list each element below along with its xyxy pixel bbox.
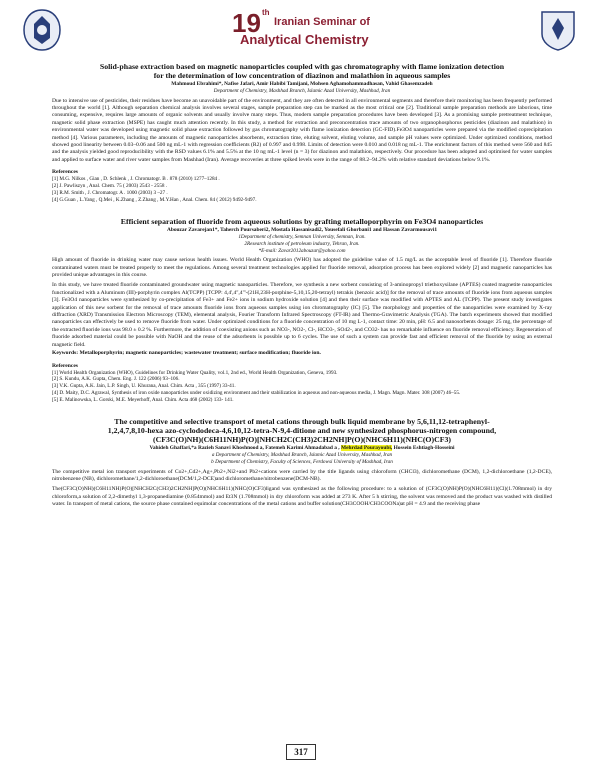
seminar-number: 19 <box>232 8 261 38</box>
article-2-title: Efficient separation of fluoride from aqueous solutions by grafting metalloporphyrin on Fe3O4 nanoparticles <box>120 217 484 227</box>
article-3-affiliation-a: a Department of Chemistry, Mashhad Branch, Islamic Azad University, Mashhad, Iran <box>211 452 393 459</box>
article-2-authors: Abouzar Zavarejan1*, Taherch Poursaberi2, Mostafa Hassanisadi2, Yousefali Ghorbani1 and Hassan Zavarmousavi1 <box>166 227 438 234</box>
article-3 <box>52 417 552 508</box>
page-number: 317 <box>286 744 316 760</box>
article-1-title-line-2: for the determination of low concentration of diazinon and malathion in aqueous samples <box>153 71 451 80</box>
article-2-reference: [1] World Health Organization (WHO), Guidelines for Drinking Water Quality, vol.1, 2nd ed., World Health Organization, Geneva, 1993. <box>52 369 338 376</box>
article-3-affiliation-b: b Department of Chemistry, Faculty of Sciences, Ferdowsi University of Mashhad, Iran <box>211 459 393 466</box>
article-3-title-line-2: 1,2,4,7,8,10-hexa azo-cyclododeca-4,6,10,12-tetra-N-9,4-ditione and new synthesized phosphorus-nitrogen compound, <box>107 426 497 436</box>
article-3-title-line-3: (CF3C(O)NH)(C6H11NH)P(O)[NHCH2C(CH3)2CH2NH]P(O)(NHC6H11)(NHC(O)CF3) <box>153 435 451 445</box>
article-3-paragraph-1: The competitive metal ion transport experiments of Co2+,Cd2+,Ag+,Pb2+,Ni2+and Pb2+cations were carried by the title ligands using chloroform (CHCl3), dichloromethane (DCM), 1,2-dichloroethane (1,2-DCE), nitrobenzene (NB), dichloromethane/1,2-dichloroethane(DCM/1,2-DCE)and dichloromethane/nitrobenzene(DCM-NB). <box>52 468 552 483</box>
article-1 <box>52 62 552 203</box>
article-2-affiliation-1: 1Department of chemistry, Semnan University, Semnan, Iran. <box>238 234 366 241</box>
seminar-header <box>0 0 600 66</box>
article-1-title-line-1: Solid-phase extraction based on magnetic nanoparticles coupled with gas chromatography with flame ionization detection <box>99 62 505 71</box>
article-2-reference: [3] V.K. Gupta, A.K. Jain, L.P. Singh, U. Khurana, Anal. Chim. Acta , 355 (1997) 33-41. <box>52 383 236 390</box>
article-1-authors: Mahmoud Ebrahimi*, Nafise Jafari, Amir Habibi Tamijani, Mohsen Aghamohammadhasan, Vahid Ghasemzadeh <box>171 81 433 87</box>
article-1-abstract: Due to intensive use of pesticides, their residues have become an unavoidable part of the environment, and they are often detected in all environmental segments and therefore their monitoring has been frequently performed throughout the world [1]. Although separation chemical analysis involves several stages, sample preparation step can be marked as the most critical one [2]. Traditional sample preparation methods are laborious, time consuming, expensive, requires large amounts of organic solvents and usually involve many steps. Thus, modern sample preparation procedures have been developed [3]. As a promising sample pretreatment technique, magnetic solid phase extraction (MSPE) has caught much attention recently. In this study, a method for extraction and preconcentration trace amounts of two organophosphorus pesticides (diazinon and malathion) in environmental water was developed using magnetic solid phase extraction followed by gas chromatography with flame ionization detection (GC-FID).Fe3O4 nanoparticles were prepared via the modified coprecipitation method [4]. Various parameters, including the amounts of magnetic nanoparticles absorbents, extraction time, eluting solvent, eluting volume, and sample pH values were optimized. Under optimized conditions, method showed good linearity between 0.03–0.06 and 500 ng mL-1 with regression coefficients (R2) of 0.997 and 0.998. Limits of detection were 0.010 and 0.018 ng mL-1. The enrichment factors of this method were 560 and 845 and the analysis yielded good reproducibility with the RSD values 6.1% and 5.5% at the 10 ng mL-1 level (n = 3) for diazinon and malathion, respectively. Our procedure has been adopted and optimised for water samples and applied to surface water and river water samples from Mashhad (Iran). Average recoveries at three spiked levels were in the range of 88.2–94.2% with relative standard deviations below 9.1%. <box>52 97 552 163</box>
article-2-paragraph-1: High amount of fluoride in drinking water may cause serious health issues. World Health Organization (WHO) has adopted the guideline value of 1.5 mg/L as the acceptable level of fluoride [1]. Therefore fluoride contaminated waters must be treated properly to meet the regulations. Among several treatment technologies applied for fluoride removal, adsorption process has been explored widely [2] and magnetic nanoparticles has provided unique advantages in this course. <box>52 257 552 279</box>
article-1-reference: [4] G.Guan , L.Yang , Q.Mei , K.Zhang , Z.Zhang , M.Y.Han , Anal. Chem. 84 ( 2012) 9492-9497. <box>52 196 257 203</box>
article-3-authors-part-a: Vahideh Ghaffari,*a Razieh Sanavi Khoshnood a, Fatemeh Karimi Ahmadabad a , <box>149 445 340 452</box>
article-1-reference: [3] R.M. Smith , J. Chromatogr. A . 1000 (2003) 3 –27 . <box>52 189 168 196</box>
article-2-reference: [2] S. Kundu, A.K. Gupta, Chem. Eng. J. 122 (2006) 93–106. <box>52 376 180 383</box>
article-2-references-heading: References <box>52 362 78 369</box>
university-emblem-left-icon <box>20 8 64 52</box>
article-1-affiliation: Department of Chemistry, Mashhad Branch, Islamic Azad University, Mashhad, Iran <box>213 88 391 94</box>
article-3-title-line-1: The competitive and selective transport of metal cations through bulk liquid membrane by 5,6,11,12-tetraphenyl- <box>114 417 490 427</box>
article-2-reference: [5] E. Malinowska, L. Gorski, M.E. Meyerhoff, Anal. Chim. Acta 468 (2002) 133- 141. <box>52 396 234 403</box>
article-2-paragraph-2: In this study, we have treated fluoride contaminated groundwater using magnetic nanoparticles. Therefore, we synthesis a new sorbent consisting of 3-aminopropyl triethoxysilane (APTES) coated magnetite nanoparticles functionalized with a Aluminum (III)-porphyrin complex Al(TCPP) [TCPP: 4,4',4'',4'''-(21H,23H-porphine-5,10,15,20-tetrayl) tetrakis (benzoic acid)] for the removal of trace amounts of fluoride ions from aqueous samples [3]. Fe3O4 nanoparticles were synthesized by co-precipitation of Fe3+ and Fe2+ ions in sodium hydroxide solution [4] and then their surface was modified with APTES and AL (TCPP). The present study investigates application of this new sorbent for the removal of trace amounts fluoride ions from aqueous samples using ion chromatography (IC) [5]. The morphology and properties of the nanoparticles were examined by X-ray diffraction (XRD) Transmission Electron Microscopy (TEM), elemental analysis, Fourier Transform Infrared Spectroscopy (FT-IR) and Thermo-Gravimetric Analysis (TGA). The batch experiments showed that modified nanoparticles can effectively be used to remove fluoride from water. Under optimized conditions for a fluoride concentration of 10 mg L-1, contact time: 20 min, pH: 6.5 and nanosorbents dosage: 25 mg, the percentage of the extracted fluoride ions was 98.0 ± 0.2 %. Furthermore, the addition of coexisting anions such as NO3-, NO2-, Cl-, HCO3-, SO42-, and CO32- has no remarkable influence on fluoride removal efficiency. Regeneration of fluoride adsorbed material could be possible with NaOH and the reuse of the adsorbents is possible up to 6 cycles. The use of such a system can provide fast and efficient removal of the fluoride by using an external magnetic field. <box>52 282 552 348</box>
university-emblem-right-icon <box>536 8 580 52</box>
article-1-reference: [2] J. Pawliszyn , Anal. Chem. 75 ( 2003) 2543 - 2558 . <box>52 183 168 190</box>
article-3-authors-part-c: Hossein Eshtiagh-Hosseini <box>393 445 455 452</box>
article-3-authors-highlighted: Mehrdad Pourayoubi, <box>340 445 393 452</box>
article-1-references-heading: References <box>52 169 78 176</box>
seminar-superscript: th <box>262 8 270 17</box>
article-3-paragraph-2: The(CF3C(O)NH)(C6H11NH)P(O)[NHCH2C(CH3)2CH2NH]P(O)(NHC6H11)(NHC(O)CF3)ligand was synthesized as the following procedure: to a solution of (CF3C(O)NH)P(O)(NHC6H11)(Cl)(1.708mmol) in dry chloroform,a solution of 2,2-dimethyl 1,3-propanediamine (0.854mmol) and Et3N (1.708mmol) in dry chloroform was added at 273 K. After 5 h stirring, the solvent was removed and the product was washed with distilled water. In transport of metal cations, the source phase contained equimolar concentrations of the metal cations and buffer solution(CH3COOH/CH3COONa)at pH = 4.9 and the receiving phase <box>52 486 552 508</box>
article-2-affiliation-2: 2Research institute of petroleum industry, Tehran, Iran. <box>244 241 360 248</box>
seminar-line-1: Iranian Seminar of <box>274 16 370 28</box>
article-2-reference: [4] D. Maity, D.C. Agrawal, Synthesis of iron oxide nanoparticles under oxidizing environment and their stabilization in aqueous and non-aqueous media, J. Magn. Magn. Mater. 308 (2007) 46–55. <box>52 389 461 396</box>
seminar-line-2: Analytical Chemistry <box>240 32 369 47</box>
seminar-logo <box>232 6 372 56</box>
article-2-email: *E-mail: Zavar2012abouzar@yahoo.com <box>258 247 346 254</box>
article-2-keywords: Keywords: Metalloporphyrin; magnetic nanoparticles; wastewater treatment; surface modification; fluoride ion. <box>52 350 321 357</box>
paper-content <box>52 62 552 509</box>
article-1-reference: [1] M.G. Nilkos , Gian , D. Schlenk , J. Chromatogr. B . 878 (2010) 1277–1284 . <box>52 176 220 183</box>
article-2 <box>52 217 552 403</box>
